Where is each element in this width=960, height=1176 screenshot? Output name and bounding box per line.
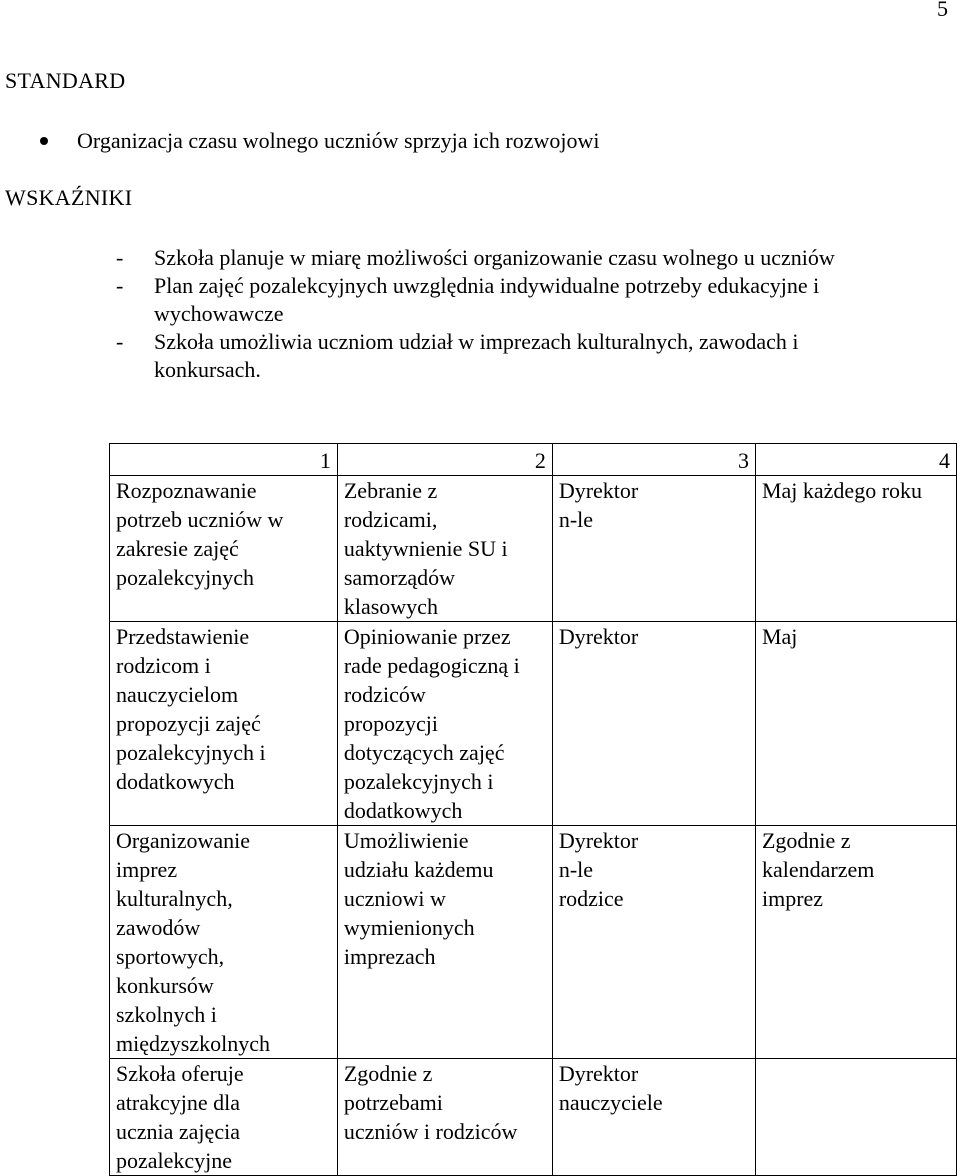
action-plan-table <box>109 443 957 1176</box>
column-number: 4 <box>755 444 956 476</box>
cell-line: dodatkowych <box>343 798 463 823</box>
cell-line: udziału każdemu <box>343 857 494 882</box>
responsible-cell <box>552 476 755 622</box>
page-number: 5 <box>937 0 948 21</box>
cell-line: kulturalnych, <box>116 886 233 911</box>
task-cell <box>110 1059 338 1176</box>
cell-line: pozalekcyjne <box>116 1148 233 1173</box>
cell-line: rodzicom i <box>116 653 211 678</box>
standard-bullet-text: Organizacja czasu wolnego uczniów sprzyja ich rozwojowi <box>77 128 600 153</box>
indicator-item <box>116 244 936 272</box>
table-row <box>110 1059 957 1176</box>
responsible-cell <box>552 622 755 826</box>
cell-line: atrakcyjne dla <box>116 1090 240 1115</box>
cell-line: klasowych <box>343 594 438 619</box>
task-cell <box>110 826 338 1059</box>
cell-line: szkolnych i <box>116 1002 217 1027</box>
cell-line: Rozpoznawanie <box>116 478 257 503</box>
indicator-text <box>154 328 936 384</box>
cell-line: Dyrektor <box>558 828 639 853</box>
deadline-cell <box>755 476 956 622</box>
cell-line: sportowych, <box>116 944 225 969</box>
cell-line: potrzeb uczniów w <box>116 507 284 532</box>
cell-line: Przedstawienie <box>116 624 250 649</box>
cell-line: Zgodnie z <box>343 1061 433 1086</box>
cell-line: zakresie zajęć <box>116 536 239 561</box>
indicator-line: konkursach. <box>154 357 261 382</box>
dash-icon: - <box>116 329 124 354</box>
cell-line: potrzebami <box>343 1090 443 1115</box>
cell-line: pozalekcyjnych i <box>343 769 494 794</box>
cell-line: rodzice <box>558 886 624 911</box>
cell-line: Maj każdego roku <box>761 478 923 503</box>
table-row <box>110 476 957 622</box>
cell-line: uczniowi w <box>343 886 446 911</box>
cell-line: nauczyciele <box>558 1090 663 1115</box>
cell-line: n-le <box>558 507 594 532</box>
indicator-line: Szkoła umożliwia uczniom udział w imprezach kulturalnych, zawodach i <box>154 329 799 354</box>
cell-line: imprez <box>761 886 824 911</box>
standard-bullet-item <box>40 128 600 154</box>
indicator-line: wychowawcze <box>154 301 284 326</box>
cell-line: n-le <box>558 857 594 882</box>
cell-line: Umożliwienie <box>343 828 469 853</box>
task-cell <box>110 476 338 622</box>
table-row <box>110 826 957 1059</box>
cell-line: nauczycielom <box>116 682 239 707</box>
cell-line: konkursów <box>116 973 214 998</box>
method-cell <box>337 826 552 1059</box>
cell-line: Maj <box>761 624 798 649</box>
deadline-cell <box>755 1059 956 1176</box>
cell-line: Dyrektor <box>558 1061 639 1086</box>
cell-line: Dyrektor <box>558 624 639 649</box>
cell-line: pozalekcyjnych <box>116 565 255 590</box>
cell-line: Zebranie z <box>343 478 438 503</box>
cell-line: Opiniowanie przez <box>343 624 511 649</box>
cell-line: samorządów <box>343 565 456 590</box>
method-cell <box>337 622 552 826</box>
cell-line: uczniów i rodziców <box>343 1119 518 1144</box>
column-number: 1 <box>110 444 338 476</box>
cell-line: imprezach <box>343 944 436 969</box>
cell-line: rodziców <box>343 682 426 707</box>
indicator-item <box>116 272 936 328</box>
standard-heading: STANDARD <box>5 68 126 93</box>
indicator-line: Plan zajęć pozalekcyjnych uwzględnia indywidualne potrzeby edukacyjne i <box>154 273 820 298</box>
cell-line: dotyczących zajęć <box>343 740 505 765</box>
indicator-line: Szkoła planuje w miarę możliwości organizowanie czasu wolnego u uczniów <box>154 245 835 270</box>
cell-line: propozycji zajęć <box>116 711 261 736</box>
cell-line: wymienionych <box>343 915 475 940</box>
cell-line: Zgodnie z <box>761 828 851 853</box>
cell-line: propozycji <box>343 711 438 736</box>
indicators-heading: WSKAŹNIKI <box>5 185 133 210</box>
dash-icon: - <box>116 273 124 298</box>
responsible-cell <box>552 1059 755 1176</box>
cell-line: Organizowanie <box>116 828 250 853</box>
deadline-cell <box>755 826 956 1059</box>
cell-line: rodzicami, <box>343 507 438 532</box>
cell-line: imprez <box>116 857 178 882</box>
indicator-text <box>154 272 936 328</box>
cell-line: uaktywnienie SU i <box>343 536 508 561</box>
cell-line: dodatkowych <box>116 769 235 794</box>
deadline-cell <box>755 622 956 826</box>
cell-line: kalendarzem <box>761 857 875 882</box>
cell-line: rade pedagogiczną i <box>343 653 520 678</box>
cell-line: Dyrektor <box>558 478 639 503</box>
method-cell <box>337 476 552 622</box>
task-cell <box>110 622 338 826</box>
column-number: 2 <box>337 444 552 476</box>
cell-line: pozalekcyjnych i <box>116 740 266 765</box>
column-number: 3 <box>552 444 755 476</box>
cell-line: zawodów <box>116 915 201 940</box>
indicator-text <box>154 244 936 272</box>
cell-line: ucznia zajęcia <box>116 1119 240 1144</box>
responsible-cell <box>552 826 755 1059</box>
dash-icon: - <box>116 245 124 270</box>
column-number-row <box>110 444 957 476</box>
indicator-list <box>116 244 936 384</box>
bullet-icon <box>40 137 48 145</box>
method-cell <box>337 1059 552 1176</box>
cell-line: międzyszkolnych <box>116 1031 270 1056</box>
table-row <box>110 622 957 826</box>
indicator-item <box>116 328 936 384</box>
cell-line: Szkoła oferuje <box>116 1061 244 1086</box>
